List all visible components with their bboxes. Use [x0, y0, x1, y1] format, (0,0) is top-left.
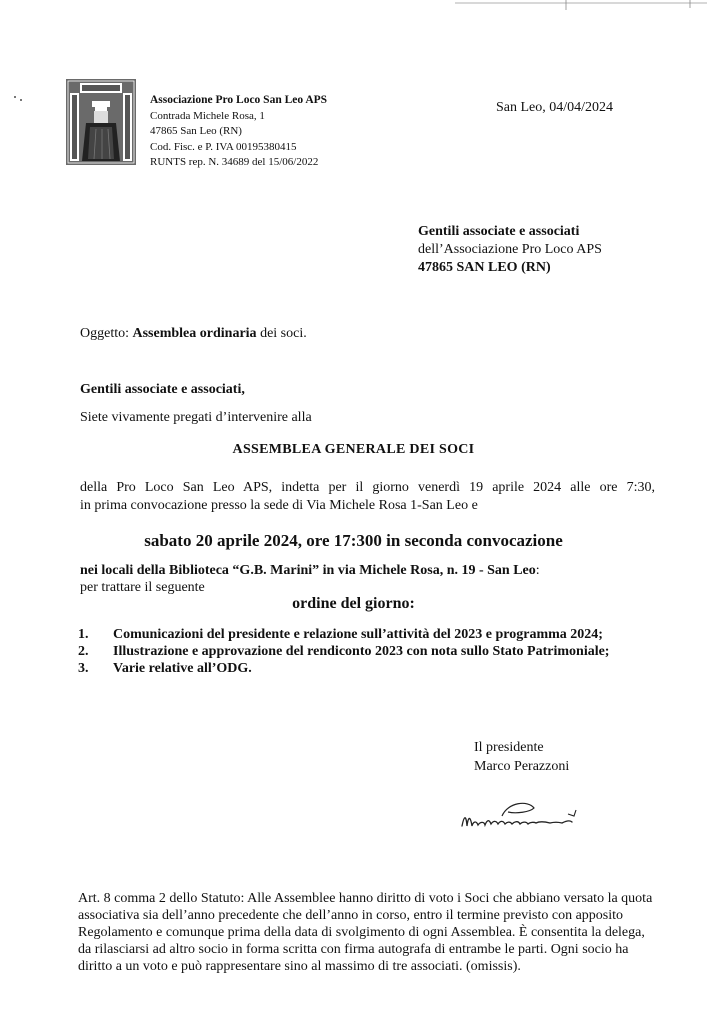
- agenda-list: [78, 627, 656, 678]
- invite-line: Siete vivamente pregati d’intervenire alla: [80, 410, 312, 425]
- agenda-item-text: Illustrazione e approvazione del rendiconto 2023 con nota sullo Stato Patrimoniale;: [113, 644, 610, 659]
- scan-marks: [0, 0, 707, 40]
- scan-speck: [20, 99, 22, 101]
- first-call-line-1: della Pro Loco San Leo APS, indetta per il giorno venerdì 19 aprile 2024 alle ore 7:30,: [80, 480, 655, 495]
- recipient-line-3: 47865 SAN LEO (RN): [418, 260, 551, 275]
- agenda-item: [78, 644, 656, 660]
- subject-rest: dei soci.: [260, 326, 307, 341]
- org-address: Contrada Michele Rosa, 1: [150, 109, 265, 122]
- org-runts: RUNTS rep. N. 34689 del 15/06/2022: [150, 156, 319, 168]
- agenda-item: [78, 661, 656, 677]
- org-info: [150, 93, 327, 171]
- location-block: [80, 562, 540, 596]
- treat-line: per trattare il seguente: [80, 580, 205, 595]
- org-name: Associazione Pro Loco San Leo APS: [150, 94, 328, 106]
- president-name: Marco Perazzoni: [474, 759, 570, 774]
- assembly-title: ASSEMBLEA GENERALE DEI SOCI: [232, 442, 475, 457]
- subject-bold: Assemblea ordinaria: [132, 326, 257, 341]
- agenda-item-text: Comunicazioni del presidente e relazione sull’attività del 2023 e programma 2024;: [113, 627, 603, 642]
- second-call: sabato 20 aprile 2024, ore 17:300 in seconda convocazione: [144, 531, 563, 550]
- scan-speck: [14, 96, 16, 98]
- first-call-paragraph: [80, 479, 655, 515]
- location-colon: :: [535, 563, 540, 578]
- subject-label: Oggetto:: [80, 326, 129, 341]
- president-role: Il presidente: [474, 740, 544, 755]
- agenda-item-text: Varie relative all’ODG.: [113, 661, 252, 676]
- agenda-item-number: 2.: [78, 644, 89, 659]
- statute-note: Art. 8 comma 2 dello Statuto: Alle Assemblee hanno diritto di voto i Soci che abbiano versato la quota associativa sia dell’anno precedente che dell’anno in corso, entro il termine previsto con apposito Regolamento e comunque prima della data di svolgimento di ogni Assemblea. È consentita la delega, da rilasciarsi ad altro socio in forma scritta con firma autografa di entrambe le parti. Ogni socio ha diritto a un voto e può rappresentare sino al massimo di tre associati. (omissis).: [78, 891, 653, 974]
- letter-date: San Leo, 04/04/2024: [496, 100, 614, 115]
- pro-loco-logo: [66, 79, 136, 165]
- subject-line: [80, 326, 307, 342]
- recipient-line-2: dell’Associazione Pro Loco APS: [418, 242, 602, 257]
- recipient-block: [418, 223, 602, 277]
- agenda-item: [78, 627, 656, 643]
- first-call-line-2: in prima convocazione presso la sede di Via Michele Rosa 1-San Leo e: [80, 498, 478, 513]
- greeting: Gentili associate e associati,: [80, 382, 245, 397]
- president-block: [474, 738, 569, 776]
- agenda-title: ordine del giorno:: [292, 595, 415, 612]
- handwritten-signature: [458, 792, 588, 840]
- org-tax-code: Cod. Fisc. e P. IVA 00195380415: [150, 140, 297, 153]
- agenda-item-number: 1.: [78, 627, 89, 642]
- recipient-line-1: Gentili associate e associati: [418, 224, 580, 239]
- agenda-item-number: 3.: [78, 661, 89, 676]
- org-city: 47865 San Leo (RN): [150, 125, 242, 137]
- location-text: nei locali della Biblioteca “G.B. Marini” in via Michele Rosa, n. 19 - San Leo: [80, 563, 536, 578]
